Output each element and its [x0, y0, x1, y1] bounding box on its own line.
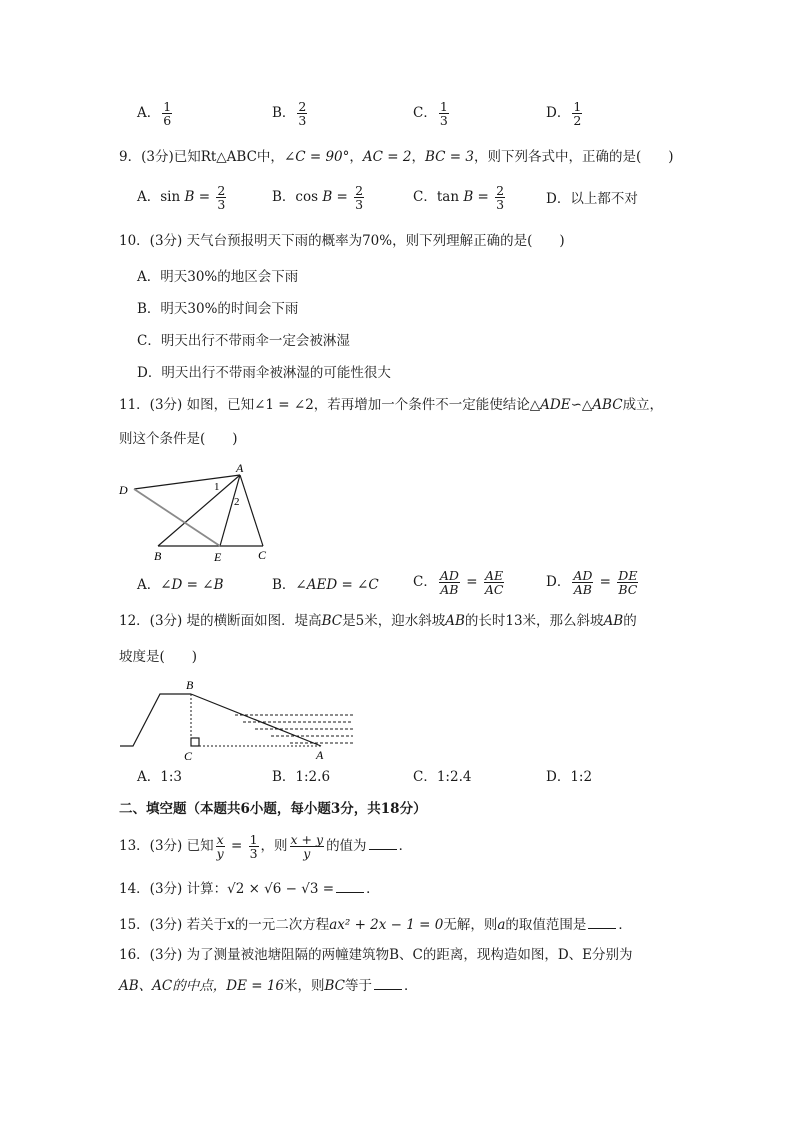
q8-option-c[interactable]: C． $\frac{1}{3}$	[413, 99, 448, 128]
fraction: $\frac{AE}{AC}$	[484, 568, 504, 597]
answer-blank[interactable]	[588, 916, 616, 929]
label-angle-2: 2	[234, 496, 240, 508]
fraction: $\frac{x}{y}$	[216, 832, 224, 861]
q13-stem: 13．(3分) 已知 $\frac{x}{y}$ = $\frac{1}{3}$ ，则 $\frac{x + y}{y}$ 的值为 ．	[119, 832, 413, 861]
slope-ba	[191, 694, 321, 746]
segment-da	[134, 475, 240, 489]
fraction: $\frac{1}{3}$	[439, 99, 448, 128]
q12-option-d[interactable]: D．1:2	[546, 769, 593, 785]
right-angle-marker	[191, 738, 199, 746]
label-angle-1: 1	[214, 481, 220, 493]
q11-stem-line1: 11．(3分) 如图，已知∠1 = ∠2，若再增加一个条件不一定能使结论△ADE∽△ABC成立，	[119, 397, 664, 413]
fraction: $\frac{1}{6}$	[163, 99, 172, 128]
q11-stem-line2: 则这个条件是( )	[119, 431, 238, 447]
q12-stem-line2: 坡度是( )	[119, 649, 198, 665]
answer-blank[interactable]	[369, 837, 397, 850]
label-b: B	[186, 678, 194, 692]
fraction: $\frac{2}{3}$	[496, 183, 505, 212]
q8-option-d[interactable]: D． $\frac{1}{2}$	[546, 99, 582, 128]
fraction: $\frac{AD}{AB}$	[439, 568, 459, 597]
q9-stem: 9．(3分)已知Rt△ABC中，∠C = 90°，AC = 2，BC = 3，则下列各式中，正确的是( )	[119, 149, 674, 165]
segment-de	[134, 489, 220, 546]
fraction: $\frac{DE}{BC}$	[618, 568, 638, 597]
fraction: $\frac{x + y}{y}$	[290, 832, 324, 861]
label-a: A	[316, 748, 324, 762]
q16-stem-line1: 16．(3分) 为了测量被池塘阻隔的两幢建筑物B、C的距离，现构造如图，D、E分别为	[119, 947, 633, 963]
q10-option-a[interactable]: A．明天30%的地区会下雨	[137, 269, 299, 285]
fraction: $\frac{2}{3}$	[217, 183, 226, 212]
q8-option-b[interactable]: B． $\frac{2}{3}$	[272, 99, 307, 128]
answer-blank[interactable]	[336, 880, 364, 893]
label-c: C	[184, 749, 193, 762]
q16-stem-line2: AB、AC的中点，DE = 16米，则BC等于 ．	[119, 978, 418, 994]
q10-option-c[interactable]: C．明天出行不带雨伞一定会被淋湿	[137, 333, 350, 349]
segment-ae	[220, 475, 240, 546]
q9-option-b[interactable]: B．cos B = $\frac{2}{3}$	[272, 183, 364, 212]
q11-option-c[interactable]: C． $\frac{AD}{AB}$ = $\frac{AE}{AC}$	[413, 568, 504, 597]
segment-ab	[158, 475, 240, 546]
q12-option-c[interactable]: C．1:2.4	[413, 769, 472, 785]
q9-option-a[interactable]: A．sin B = $\frac{2}{3}$	[137, 183, 226, 212]
fraction: $\frac{2}{3}$	[355, 183, 364, 212]
q12-stem-line1: 12．(3分) 堤的横断面如图．堤高BC是5米，迎水斜坡AB的长时13米，那么斜坡AB的	[119, 613, 637, 629]
q11-option-b[interactable]: B．∠AED = ∠C	[272, 577, 379, 593]
label-e: E	[214, 550, 222, 564]
label-a: A	[236, 461, 244, 475]
q9-option-d[interactable]: D．以上都不对	[546, 191, 638, 207]
q10-option-b[interactable]: B．明天30%的时间会下雨	[137, 301, 299, 317]
q15-stem: 15．(3分) 若关于x的一元二次方程ax² + 2x − 1 = 0无解，则a的取值范围是 ．	[119, 917, 632, 933]
q8-option-a[interactable]: A． $\frac{1}{6}$	[137, 99, 172, 128]
q12-embankment-figure	[115, 672, 365, 762]
q14-stem: 14．(3分) 计算：√2 × √6 − √3 = ．	[119, 881, 380, 897]
q12-option-a[interactable]: A．1:3	[137, 769, 182, 785]
label-d: D	[119, 483, 128, 497]
fraction: $\frac{2}{3}$	[298, 99, 307, 128]
q11-option-d[interactable]: D． $\frac{AD}{AB}$ = $\frac{DE}{BC}$	[546, 568, 638, 597]
fraction: $\frac{1}{3}$	[249, 832, 258, 861]
q10-stem: 10．(3分) 天气台预报明天下雨的概率为70%，则下列理解正确的是( )	[119, 233, 565, 249]
label-c: C	[258, 548, 267, 562]
answer-blank[interactable]	[374, 977, 402, 990]
q9-option-c[interactable]: C．tan B = $\frac{2}{3}$	[413, 183, 505, 212]
q11-option-a[interactable]: A．∠D = ∠B	[137, 577, 224, 593]
q10-option-d[interactable]: D．明天出行不带雨伞被淋湿的可能性很大	[137, 365, 391, 381]
section-title: 二、填空题（本题共6小题，每小题3分，共18分）	[119, 801, 427, 817]
q12-option-b[interactable]: B．1:2.6	[272, 769, 331, 785]
embankment-left-slope	[120, 694, 191, 746]
q11-triangle-figure	[110, 455, 290, 570]
fraction: $\frac{AD}{AB}$	[573, 568, 593, 597]
fraction: $\frac{1}{2}$	[573, 99, 582, 128]
label-b: B	[154, 549, 162, 563]
segment-ac	[240, 475, 263, 546]
